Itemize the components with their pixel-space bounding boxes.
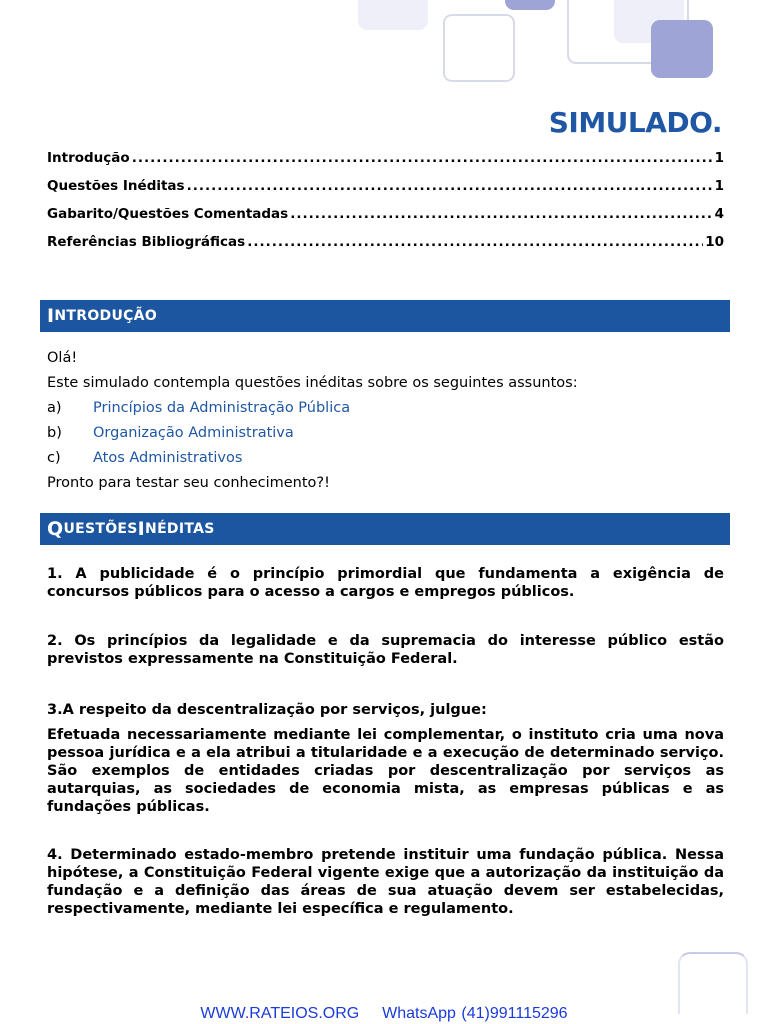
section-header-introducao (40, 300, 730, 332)
question-item (47, 632, 724, 668)
toc-label: Referências Bibliográficas (47, 234, 246, 250)
topic-letter: a) (47, 400, 62, 416)
section-initial: I (137, 518, 146, 540)
topic-letter: c) (47, 450, 61, 466)
topic-item (47, 396, 727, 421)
question-text: 1. A publicidade é o princípio primordial que fundamenta a exigência de concursos públicos para o acesso a cargos e empregos públicos. (47, 566, 724, 600)
topic-text: Organização Administrativa (93, 425, 294, 441)
footer-site-link[interactable]: WWW.RATEIOS.ORG (200, 1005, 360, 1022)
section-rest: UESTÕES (63, 521, 138, 537)
toc-label: Gabarito/Questões Comentadas (47, 206, 289, 222)
footer (0, 1005, 768, 1023)
question-text: 2. Os princípios da legalidade e da supremacia do interesse público estão previstos expressamente na Constituição Federal. (47, 633, 724, 667)
toc-entry[interactable] (47, 150, 724, 178)
question-item (47, 846, 724, 918)
topic-text: Princípios da Administração Pública (93, 400, 351, 416)
toc-entry[interactable] (47, 178, 724, 206)
topic-item (47, 446, 727, 471)
toc-entry[interactable] (47, 234, 724, 262)
question-text: 4. Determinado estado-membro pretende instituir uma fundação pública. Nessa hipótese, a Constituição Federal vigente exige que a autorização da instituição da fundação e a definição das áreas de sua atuação devem ser estabelecidas, respectivamente, mediante lei específica e regulamento. (47, 847, 724, 917)
toc-page: 10 (705, 234, 724, 250)
topic-item (47, 421, 727, 446)
decorative-square (358, 0, 428, 30)
section-header-questoes-ineditas (40, 513, 730, 545)
question-text: Efetuada necessariamente mediante lei complementar, o instituto cria uma nova pessoa jurídica e a ela atribui a titularidade e a execução de determinado serviço. São exemplos de entidades criadas por descentralização por serviços as autarquias, as sociedades de economia mista, as empresas públicas e as fundações públicas. (47, 727, 724, 815)
decorative-square (505, 0, 555, 10)
greeting: Olá! (47, 350, 78, 366)
decorative-square (443, 14, 515, 82)
question-item (47, 565, 724, 601)
toc-leader (247, 234, 703, 250)
intro-lead: Este simulado contempla questões inéditas sobre os seguintes assuntos: (47, 375, 578, 391)
toc-leader (187, 178, 713, 194)
decorative-square (651, 20, 713, 78)
toc-page: 4 (714, 206, 724, 222)
section-rest: NTRODUÇÃO (54, 308, 158, 324)
section-initial: Q (47, 518, 64, 540)
toc-entry[interactable] (47, 206, 724, 234)
document-title: SIMULADO. (548, 106, 722, 139)
toc-page: 1 (714, 150, 724, 166)
section-rest: NÉDITAS (145, 521, 215, 537)
toc-leader (290, 206, 712, 222)
question-heading: 3.A respeito da descentralização por serviços, julgue: (47, 702, 487, 718)
footer-whatsapp[interactable]: WhatsApp (41)991115296 (382, 1005, 568, 1022)
toc-leader (132, 150, 713, 166)
toc-label: Introdução (47, 150, 130, 166)
toc-page: 1 (714, 178, 724, 194)
toc-label: Questões Inéditas (47, 178, 185, 194)
topic-letter: b) (47, 425, 62, 441)
section-initial: I (47, 305, 55, 327)
question-item (47, 701, 724, 816)
table-of-contents (47, 150, 724, 262)
intro-body (47, 346, 727, 496)
topic-text: Atos Administrativos (93, 450, 243, 466)
intro-closing: Pronto para testar seu conhecimento?! (47, 475, 330, 491)
